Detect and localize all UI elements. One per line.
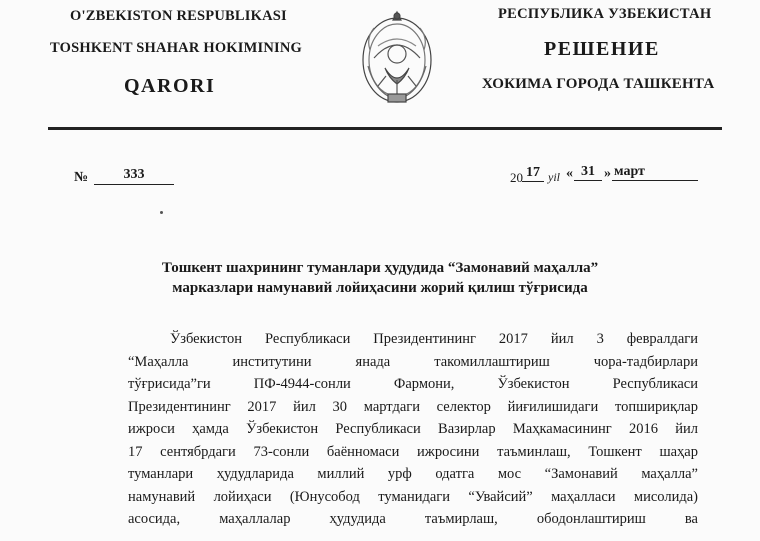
body-line: намунавий лойиҳаси (Юнусобод туманидаги “Увайсий” маҳалласи мисолида) (128, 488, 698, 505)
date-century: 20 (510, 170, 523, 185)
ink-speck (160, 211, 163, 214)
state-emblem-icon (356, 6, 438, 110)
body-line: “Маҳалла институтини янада такомиллаштириш чора-тадбирлари (128, 353, 698, 370)
header-left-doc-type: QARORI (124, 75, 216, 97)
date-year: 17 (522, 165, 544, 182)
header-right-country: РЕСПУБЛИКА УЗБЕКИСТАН (498, 6, 712, 22)
header-right-authority: ХОКИМА ГОРОДА ТАШКЕНТА (482, 76, 715, 92)
decree-title-line-1: Тошкент шахрининг туманлари ҳудудида “Замонавий маҳалла” (161, 260, 599, 276)
header-left-authority: TOSHKENT SHAHAR HOKIMINING (50, 40, 303, 56)
header-right-doc-type: РЕШЕНИЕ (544, 38, 660, 60)
body-line: тўғрисида”ги ПФ-4944-сонли Фармони, Ўзбекистон Республикаси (128, 376, 698, 392)
body-line: 17 сентябрдаги 73-сонли баённомаси ижросини таъминлаш, Тошкент шаҳар (128, 443, 698, 460)
date-year-word: yil (548, 170, 560, 184)
body-line: Президентининг 2017 йил 30 мартдаги селектор йиғилишидаги топшириқлар (128, 398, 698, 415)
decree-title-line-2: марказлари намунавий лойиҳасини жорий қилиш тўғрисида (172, 280, 588, 296)
date-day: 31 (574, 164, 602, 181)
date-quote-close: » (604, 166, 611, 181)
date-month: март (612, 164, 698, 181)
body-line: ижроси ҳамда Ўзбекистон Республикаси Вазирлар Маҳкамасининг 2016 йил (128, 421, 698, 437)
decree-number-label: № (74, 170, 89, 185)
decree-number: 333 (94, 167, 174, 185)
date-quote-open: « (566, 166, 573, 181)
body-line: асосида, маҳаллалар ҳудудида таъмирлаш, ободонлаштириш ва (128, 511, 698, 527)
body-line: Ўзбекистон Республикаси Президентининг 2017 йил 3 февралдаги (170, 331, 698, 347)
decree-body-paragraph (128, 328, 698, 531)
body-line: туманлари ҳудудларида миллий урф одатга мос “Замонавий маҳалла” (128, 466, 698, 482)
header-left-country: O'ZBEKISTON RESPUBLIKASI (70, 8, 287, 24)
header-divider (48, 127, 722, 130)
